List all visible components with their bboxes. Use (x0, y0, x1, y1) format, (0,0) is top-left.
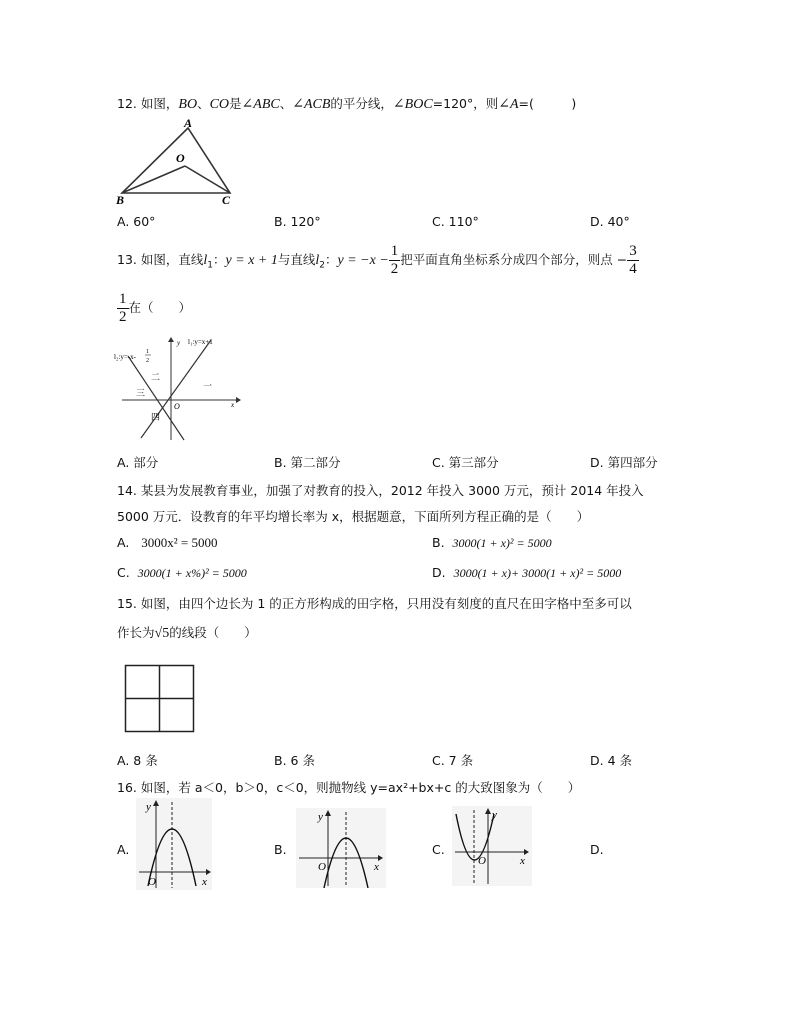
l1-label: l₁:y=x+1 (188, 338, 213, 346)
svg-text:O: O (478, 855, 486, 867)
q15-stem-line1: 15. 如图，由四个边长为 1 的正方形构成的田字格，只用没有刻度的直尺在田字格中至多可以 (117, 596, 632, 611)
svg-text:1: 1 (146, 349, 149, 355)
q12-option-d[interactable]: D. 40° (590, 214, 630, 229)
q12-number: 12. (117, 96, 137, 111)
svg-text:y: y (318, 811, 323, 823)
fraction-one-half-2: $\frac{1}{2}$ (119, 291, 127, 325)
q12-option-c[interactable]: C. 110° (432, 214, 479, 229)
q15-stem-line2: 作长为√5的线段（ ） (117, 625, 257, 641)
q13-line-figure (114, 334, 244, 442)
fraction-one-half: $\frac{1}{2}$ (390, 243, 399, 277)
line-l2 (128, 356, 184, 440)
fraction-three-quarters: $\frac{3}{4}$ (629, 243, 637, 277)
vertex-c-label: C (222, 193, 231, 207)
region-2: 二 (151, 372, 161, 382)
svg-text:O: O (318, 861, 326, 873)
q13-option-d[interactable]: D. 第四部分 (590, 455, 658, 470)
q14-number: 14. (117, 483, 137, 498)
svg-text:x: x (520, 855, 525, 867)
q15-option-c[interactable]: C. 7 条 (432, 753, 474, 768)
point-o-label: O (176, 151, 185, 165)
svg-text:O: O (174, 402, 180, 411)
q13-stem-line2: $\frac{1}{2}$ 在（ ） (119, 291, 192, 325)
q14-option-a[interactable]: A. 3000x² = 5000 (117, 535, 218, 550)
svg-text:x: x (202, 876, 207, 888)
q16-graph-b (296, 808, 386, 888)
vertex-b-label: B (116, 193, 125, 207)
svg-text:O: O (148, 876, 156, 888)
q13-stem-line1: 13. 如图，直线$l_1$：y = x + 1与直线$l_2$：y = −x − $\frac{1}{2}$ 把平面直角坐标系分成四个部分，则点 − $\frac{3}{4}$ (117, 243, 637, 277)
q14-stem-line2: 5000 万元．设教育的年平均增长率为 x，根据题意，下面所列方程正确的是（ ） (117, 509, 590, 524)
q16-option-b-label[interactable]: B. (274, 842, 287, 857)
svg-text:y: y (177, 339, 181, 347)
q13-option-c[interactable]: C. 第三部分 (432, 455, 499, 470)
svg-text:y: y (146, 801, 151, 813)
q13-number: 13. (117, 252, 137, 267)
q12-option-a[interactable]: A. 60° (117, 214, 156, 229)
q14-option-c[interactable]: C. 3000(1 + x%)² = 5000 (117, 565, 247, 580)
q15-option-b[interactable]: B. 6 条 (274, 753, 315, 768)
svg-text:y: y (492, 809, 497, 821)
svg-text:x: x (231, 401, 235, 409)
q16-option-d-label[interactable]: D. (590, 842, 604, 857)
q15-number: 15. (117, 596, 137, 611)
q15-option-a[interactable]: A. 8 条 (117, 753, 158, 768)
q16-number: 16. (117, 780, 137, 795)
q12-stem: 12. 如图，BO、CO是∠ABC、∠ACB的平分线，∠BOC=120°，则∠A=( ) (117, 96, 577, 112)
svg-text:x: x (374, 861, 379, 873)
sqrt-five: √5 (154, 626, 170, 641)
line-l1 (141, 340, 211, 438)
segment-co (185, 166, 230, 193)
q15-grid-figure (124, 664, 196, 734)
q14-option-b[interactable]: B. 3000(1 + x)² = 5000 (432, 535, 552, 550)
q15-option-d[interactable]: D. 4 条 (590, 753, 632, 768)
q13-option-b[interactable]: B. 第二部分 (274, 455, 341, 470)
q12-option-b[interactable]: B. 120° (274, 214, 321, 229)
q16-graph-c (452, 806, 532, 886)
q13-option-a[interactable]: A. 部分 (117, 455, 159, 470)
region-3: 三 (136, 388, 146, 398)
q14-option-d[interactable]: D. 3000(1 + x)+ 3000(1 + x)² = 5000 (432, 565, 622, 580)
region-4: 四 (151, 412, 161, 422)
q16-option-c-label[interactable]: C. (432, 842, 445, 857)
l2-label: l₂:y=-x- (114, 353, 136, 361)
vertex-a-label: A (184, 116, 193, 130)
q16-option-a-label[interactable]: A. (117, 842, 130, 857)
region-1: 一 (203, 381, 213, 391)
segment-bo (122, 166, 185, 193)
q12-triangle-figure (112, 116, 242, 208)
svg-text:2: 2 (146, 358, 149, 364)
q14-stem-line1: 14. 某县为发展教育事业，加强了对教育的投入，2012 年投入 3000 万元，预计 2014 年投入 (117, 483, 644, 498)
q16-graph-a (136, 798, 212, 890)
q16-stem: 16. 如图，若 a＜0，b＞0，c＜0，则抛物线 y=ax²+bx+c 的大致图象为（ ） (117, 780, 581, 795)
